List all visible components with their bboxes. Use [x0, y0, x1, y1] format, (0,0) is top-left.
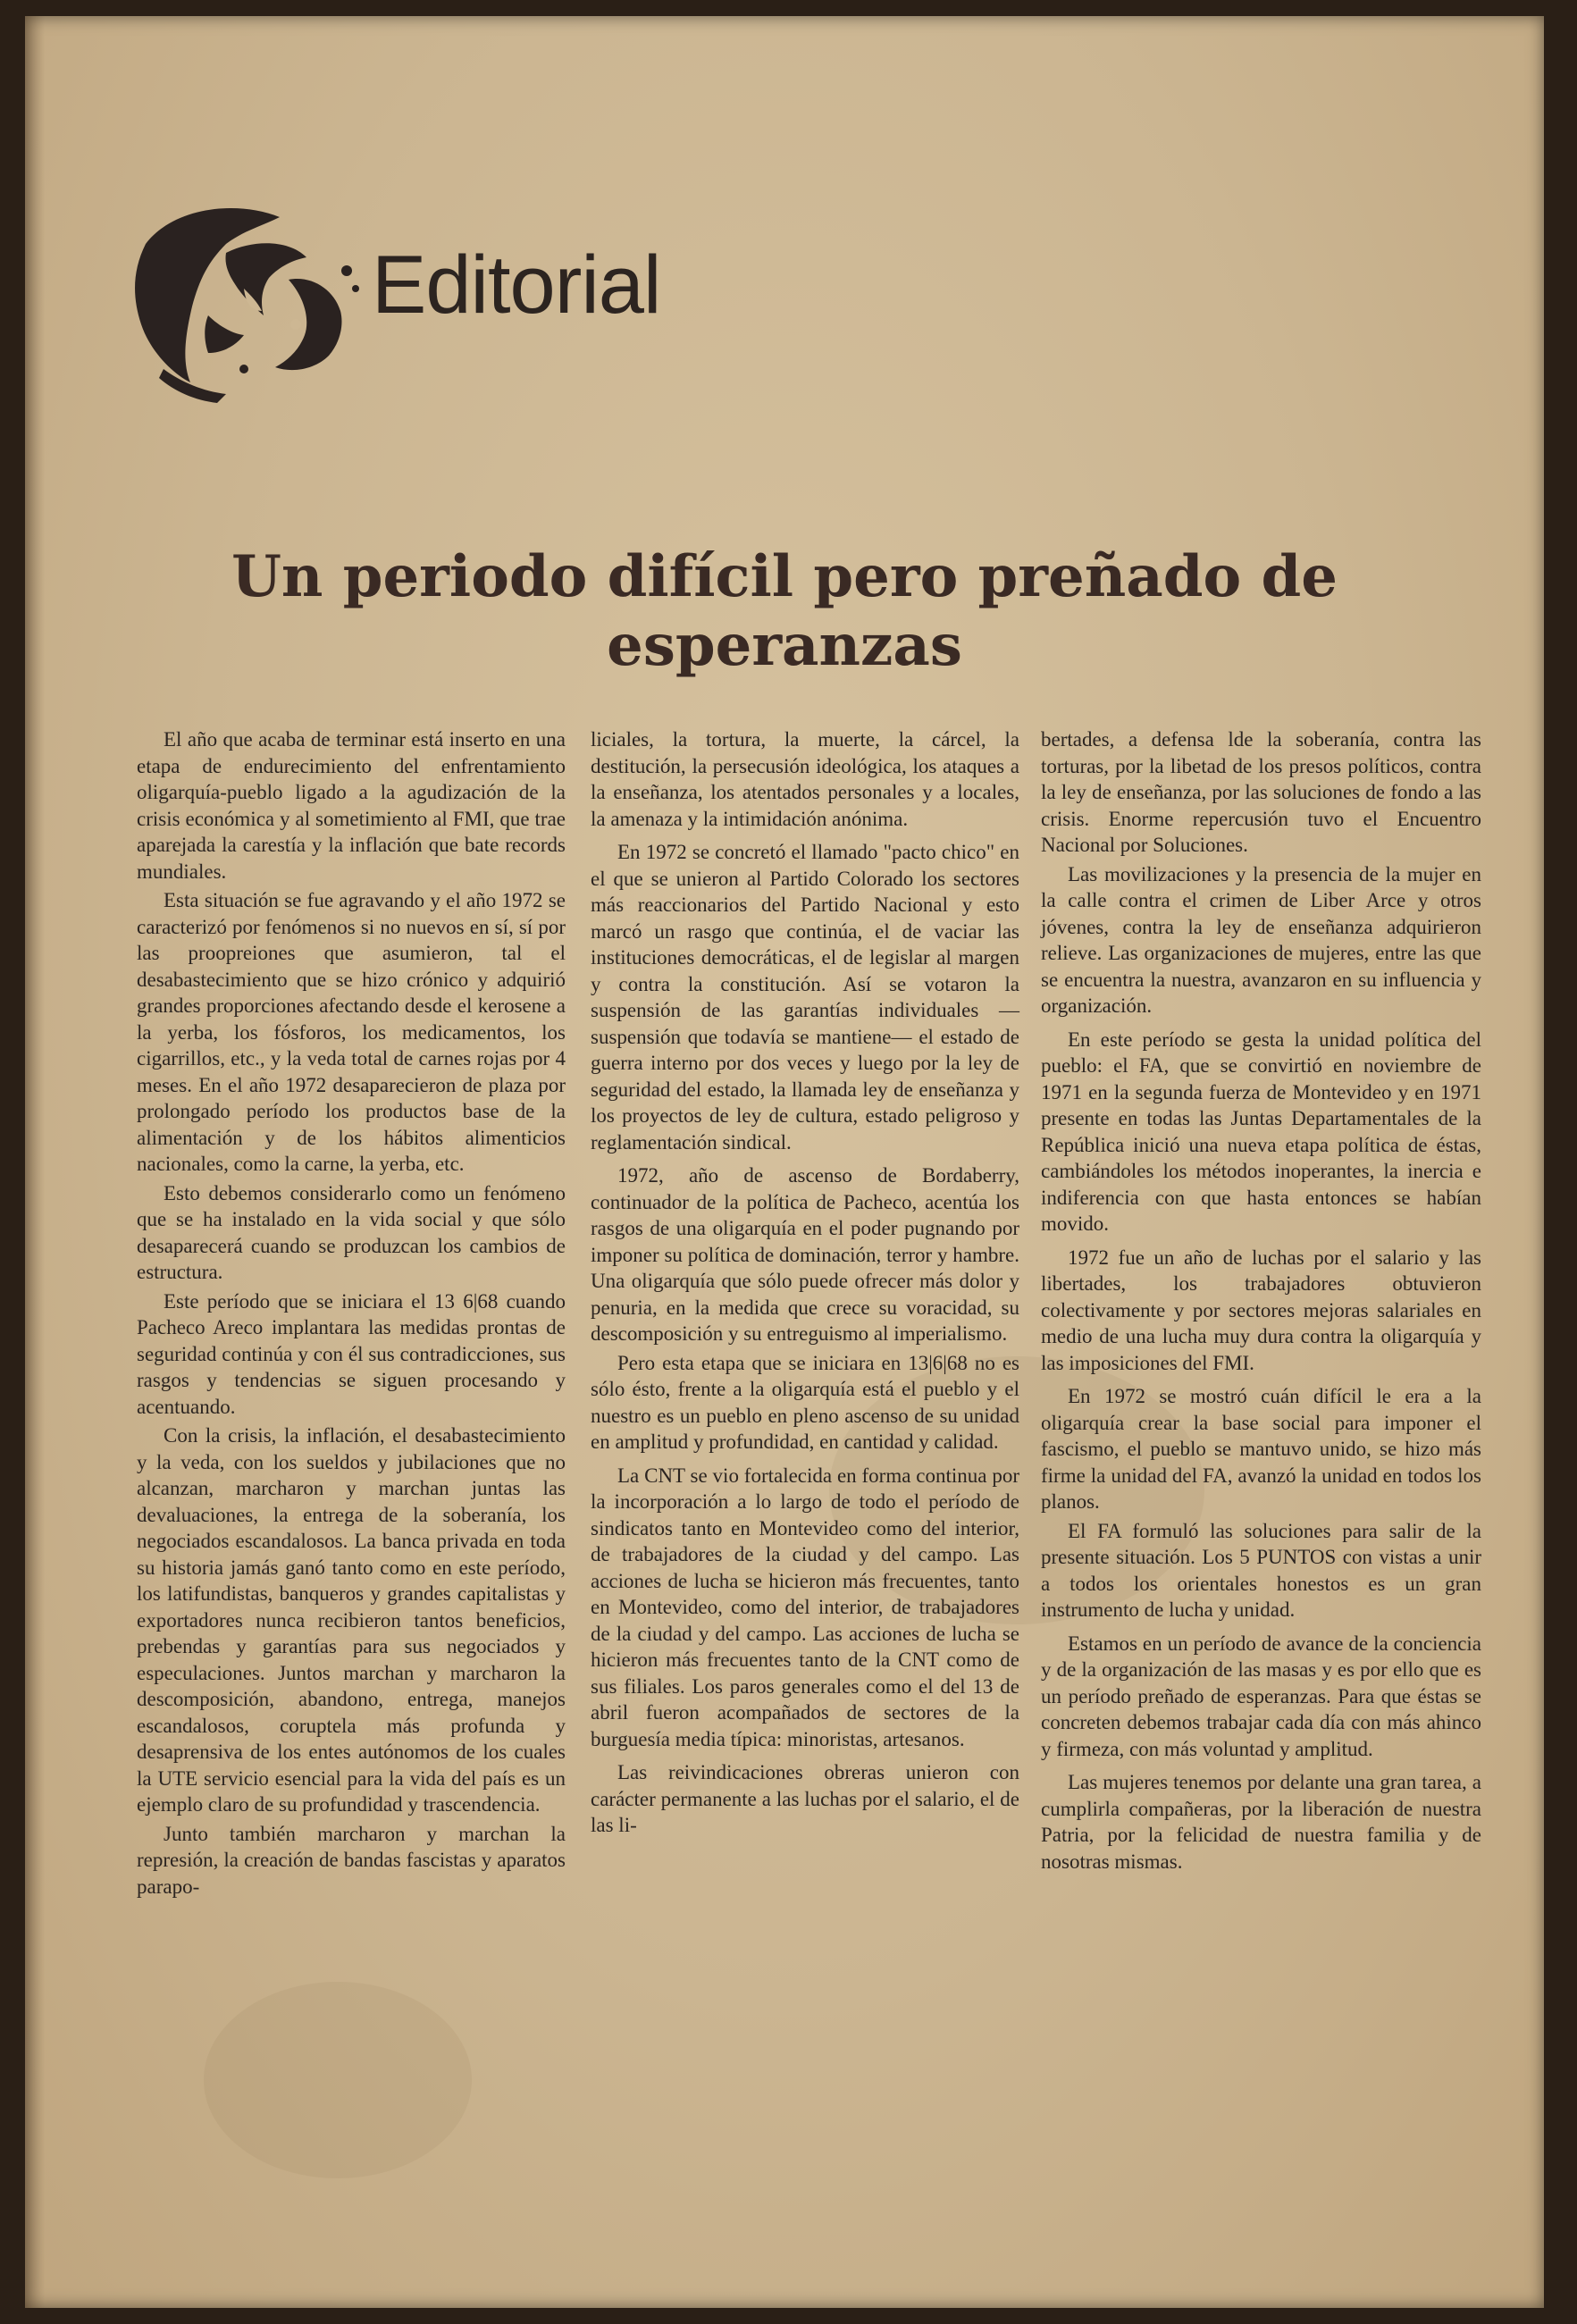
headline: Un periodo difícil pero preñado de esperanzas: [231, 543, 1338, 679]
paragraph: Las reivindicaciones obreras unieron con carácter permanente a las luchas por el salario, el de las li-: [591, 1761, 1019, 1836]
paragraph: Junto también marcharon y marchan la represión, la creación de bandas fascistas y aparatos parapo-: [137, 1822, 566, 1898]
paragraph: Las movilizaciones y la presencia de la mujer en la calle contra el crimen de Liber Arce y otros jóvenes, contra la ley de enseñanza adquirieron relieve. Las organizaciones de mujeres, entre las que se encuentra la nuestra, avanzaron en su influencia y organización.: [1041, 862, 1481, 1017]
section-label: Editorial: [372, 239, 661, 331]
paragraph: 1972, año de ascenso de Bordaberry, continuador de la política de Pacheco, acentúa los rasgos de una oligarquía en el poder pugnando por imponer su política de dominación, terror y hambre. Una oligarquía que sólo puede ofrecer más dolor y penuria, en la medida que crece su voracidad, su descomposición y su entreguismo al imperialismo.: [591, 1164, 1019, 1345]
paragraph: El FA formuló las soluciones para salir de la presente situación. Los 5 PUNTOS con vistas a unir a todos los orientales honestos es un gran instrumento de lucha y unidad.: [1041, 1519, 1481, 1621]
paragraph: En este período se gesta la unidad política del pueblo: el FA, que se convirtió en noviembre de 1971 en la segunda fuerza de Montevideo y en 1971 presente en todas las Juntas Departamentales de la República inició una nueva etapa política de éstas, cambiándoles los métodos inoperantes, la inercia e indiferencia con que hasta entonces se habían movido.: [1041, 1028, 1481, 1235]
page-edge-shadow: [25, 16, 45, 2308]
article-body: [137, 726, 1481, 2245]
paragraph: Este período que se iniciara el 13 6|68 cuando Pacheco Areco implantara las medidas prontas de seguridad continúa y con él sus contradicciones, sus rasgos y tendencias se siguen procesando y acentuando.: [137, 1289, 566, 1418]
article-column-2: [591, 726, 1019, 1842]
paragraph: bertades, a defensa lde la soberanía, contra las torturas, por la libetad de los presos políticos, contra la ley de enseñanza, por las soluciones de fondo a las crisis. Enorme repercusión tuvo el Encuentro Nacional por Soluciones.: [1041, 728, 1481, 856]
article-column-3: [1041, 726, 1481, 1877]
paragraph: Esto debemos considerarlo como un fenómeno que se ha instalado en la vida social y que sólo desaparecerá cuando se produzcan los cambios de estructura.: [137, 1181, 566, 1283]
paragraph: En 1972 se concretó el llamado "pacto chico" en el que se unieron al Partido Colorado los sectores más reaccionarios del Partido Nacional y esto marcó un rasgo que continúa, el de vaciar las instituciones democráticas, el de legislar al margen y contra la constitución. Así se votaron la suspensión de las garantías individuales —suspensión que todavía se mantiene— el estado de guerra interno por dos veces y luego por la ley de seguridad del estado, la llamada ley de enseñanza y los proyectos de ley de cultura, estado peligroso y reglamentación sindical.: [591, 841, 1019, 1154]
editorial-logo-icon: [110, 190, 378, 405]
article-column-1: [137, 726, 566, 1902]
paragraph: Esta situación se fue agravando y el año 1972 se caracterizó por fenómenos si no nuevos en sí, sí por las proopreiones que asumieron, tal el desabastecimiento que se hizo crónico y adquirió grandes proporciones afectando desde el kerosene a la yerba, los fósforos, los medicamentos, los cigarrillos, etc., y la veda total de carnes rojas por 4 meses. En el año 1972 desaparecieron de plaza por prolongado período los productos base de la alimentación y de los hábitos alimenticios nacionales, como la carne, la yerba, etc.: [137, 889, 566, 1175]
paragraph: Pero esta etapa que se iniciara en 13|6|68 no es sólo ésto, frente a la oligarquía está el pueblo y el nuestro es un pueblo en pleno ascenso de su unidad en amplitud y profundidad, en cantidad y calidad.: [591, 1351, 1019, 1453]
paragraph: En 1972 se mostró cuán difícil le era a la oligarquía crear la base social para imponer el fascismo, el pueblo se mantuvo unido, se hizo más firme la unidad del FA, avanzó la unidad en todos los planos.: [1041, 1385, 1481, 1513]
paragraph: Estamos en un período de avance de la conciencia y de la organización de las masas y es por ello que es un período preñado de esperanzas. Para que éstas se concreten debemos trabajar cada día con más ahinco y firmeza, con más voluntad y amplitud.: [1041, 1632, 1481, 1760]
newspaper-page: [25, 16, 1544, 2308]
paragraph: liciales, la tortura, la muerte, la cárcel, la destitución, la persecusión ideológica, los ataques a la enseñanza, los atentados personales y a locales, la amenaza y la intimidación anónima.: [591, 728, 1019, 830]
paragraph: 1972 fue un año de luchas por el salario y las libertades, los trabajadores obtuvieron colectivamente y por sectores mejoras salariales en medio de una lucha muy dura contra la oligarquía y las imposiciones del FMI.: [1041, 1246, 1481, 1374]
paragraph: La CNT se vio fortalecida en forma continua por la incorporación a lo largo de todo el período de sindicatos tanto en Montevideo como del interior, de trabajadores de la ciudad y del campo. Las acciones de lucha se hicieron más frecuentes, tanto en Montevideo, como del interior, de trabajadores de la ciudad y del campo. Las acciones de lucha se hicieron más frecuentes tanto de la CNT como de sus filiales. Los paros generales como el del 13 de abril fueron acompañados de sectores de la burguesía media típica: minoristas, artesanos.: [591, 1464, 1019, 1750]
paragraph: El año que acaba de terminar está inserto en una etapa de endurecimiento del enfrentamiento oligarquía-pueblo ligado a la agudización de la crisis económica y al sometimiento al FMI, que trae aparejada la carestía y la inflación que bate records mundiales.: [137, 728, 566, 883]
paragraph: Con la crisis, la inflación, el desabastecimiento y la veda, con los sueldos y jubilaciones que no alcanzan, marcharon y marchan juntas las devaluaciones, la entrega de la soberanía, los negociados escandalosos. La banca privada en toda su historia jamás ganó tanto como en este período, los latifundistas, banqueros y grandes capitalistas y exportadores nunca recibieron tantos beneficios, prebendas y garantías para sus negociados y especulaciones. Juntos marchan y marcharon la descomposición, abandono, entrega, manejos escandalosos, coruptela más profunda y desaprensiva de los entes autónomos de los cuales la UTE servicio esencial para la vida del país es un ejemplo claro de su profundidad y trascendencia.: [137, 1424, 566, 1816]
paragraph: Las mujeres tenemos por delante una gran tarea, a cumplirla compañeras, por la liberación de nuestra Patria, por la felicidad de nuestra familia y de nosotras mismas.: [1041, 1771, 1481, 1873]
